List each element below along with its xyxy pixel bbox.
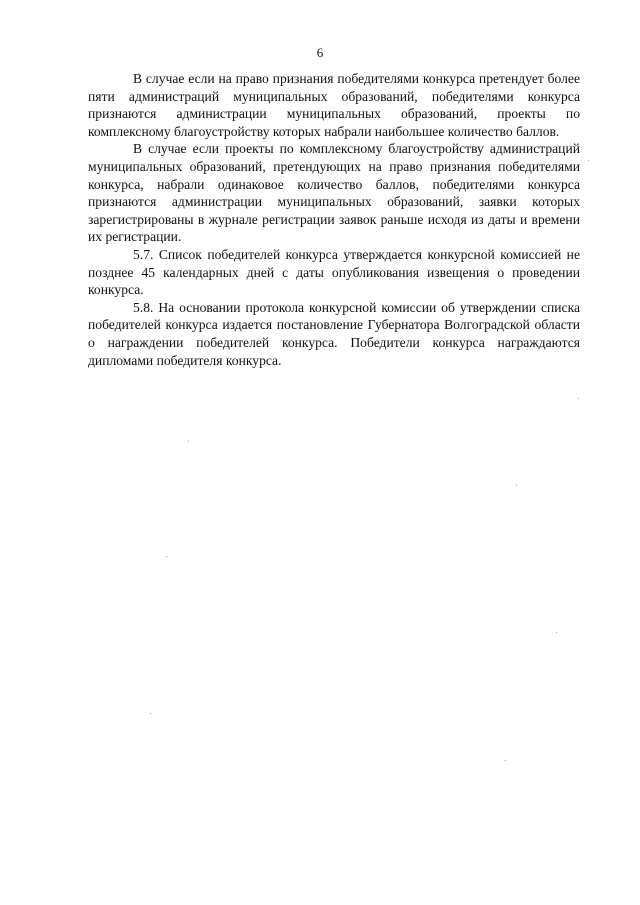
paragraph-5-7: 5.7. Список победителей конкурса утверждается конкурсной комиссией не позднее 45 календарных дней с даты опубликования извещения о проведении конкурса. bbox=[88, 246, 580, 298]
scan-speck bbox=[556, 632, 557, 633]
page-number: 6 bbox=[316, 45, 324, 60]
scan-speck bbox=[588, 160, 589, 161]
scan-speck bbox=[188, 441, 189, 442]
paragraph-equal-score: В случае если проекты по комплексному благоустройству администраций муниципальных образований, претендующих на право признания победителями конкурса, набрали одинаковое количество баллов, победителями конкурса признаются администрации муниципальных образований, заявки которых зарегистрированы в журнале регистрации заявок раньше исходя из даты и времени их регистрации. bbox=[88, 141, 580, 245]
scan-speck bbox=[150, 713, 151, 714]
scan-speck bbox=[578, 398, 579, 399]
scan-speck bbox=[166, 556, 167, 557]
scan-speck bbox=[516, 485, 517, 486]
scan-speck bbox=[505, 760, 506, 761]
paragraph-5-8: 5.8. На основании протокола конкурсной комиссии об утверждении списка победителей конкурса издается постановление Губернатора Волгоградской области о награждении победителей конкурса. Победители конкурса награждаются дипломами победителя конкурса. bbox=[88, 299, 580, 368]
body-text bbox=[88, 70, 580, 369]
paragraph-winners-more-than-five: В случае если на право признания победителями конкурса претендует более пяти администраций муниципальных образований, победителями конкурса признаются администрации муниципальных образований, проекты по комплексному благоустройству которых набрали наибольшее количество баллов. bbox=[88, 71, 580, 139]
